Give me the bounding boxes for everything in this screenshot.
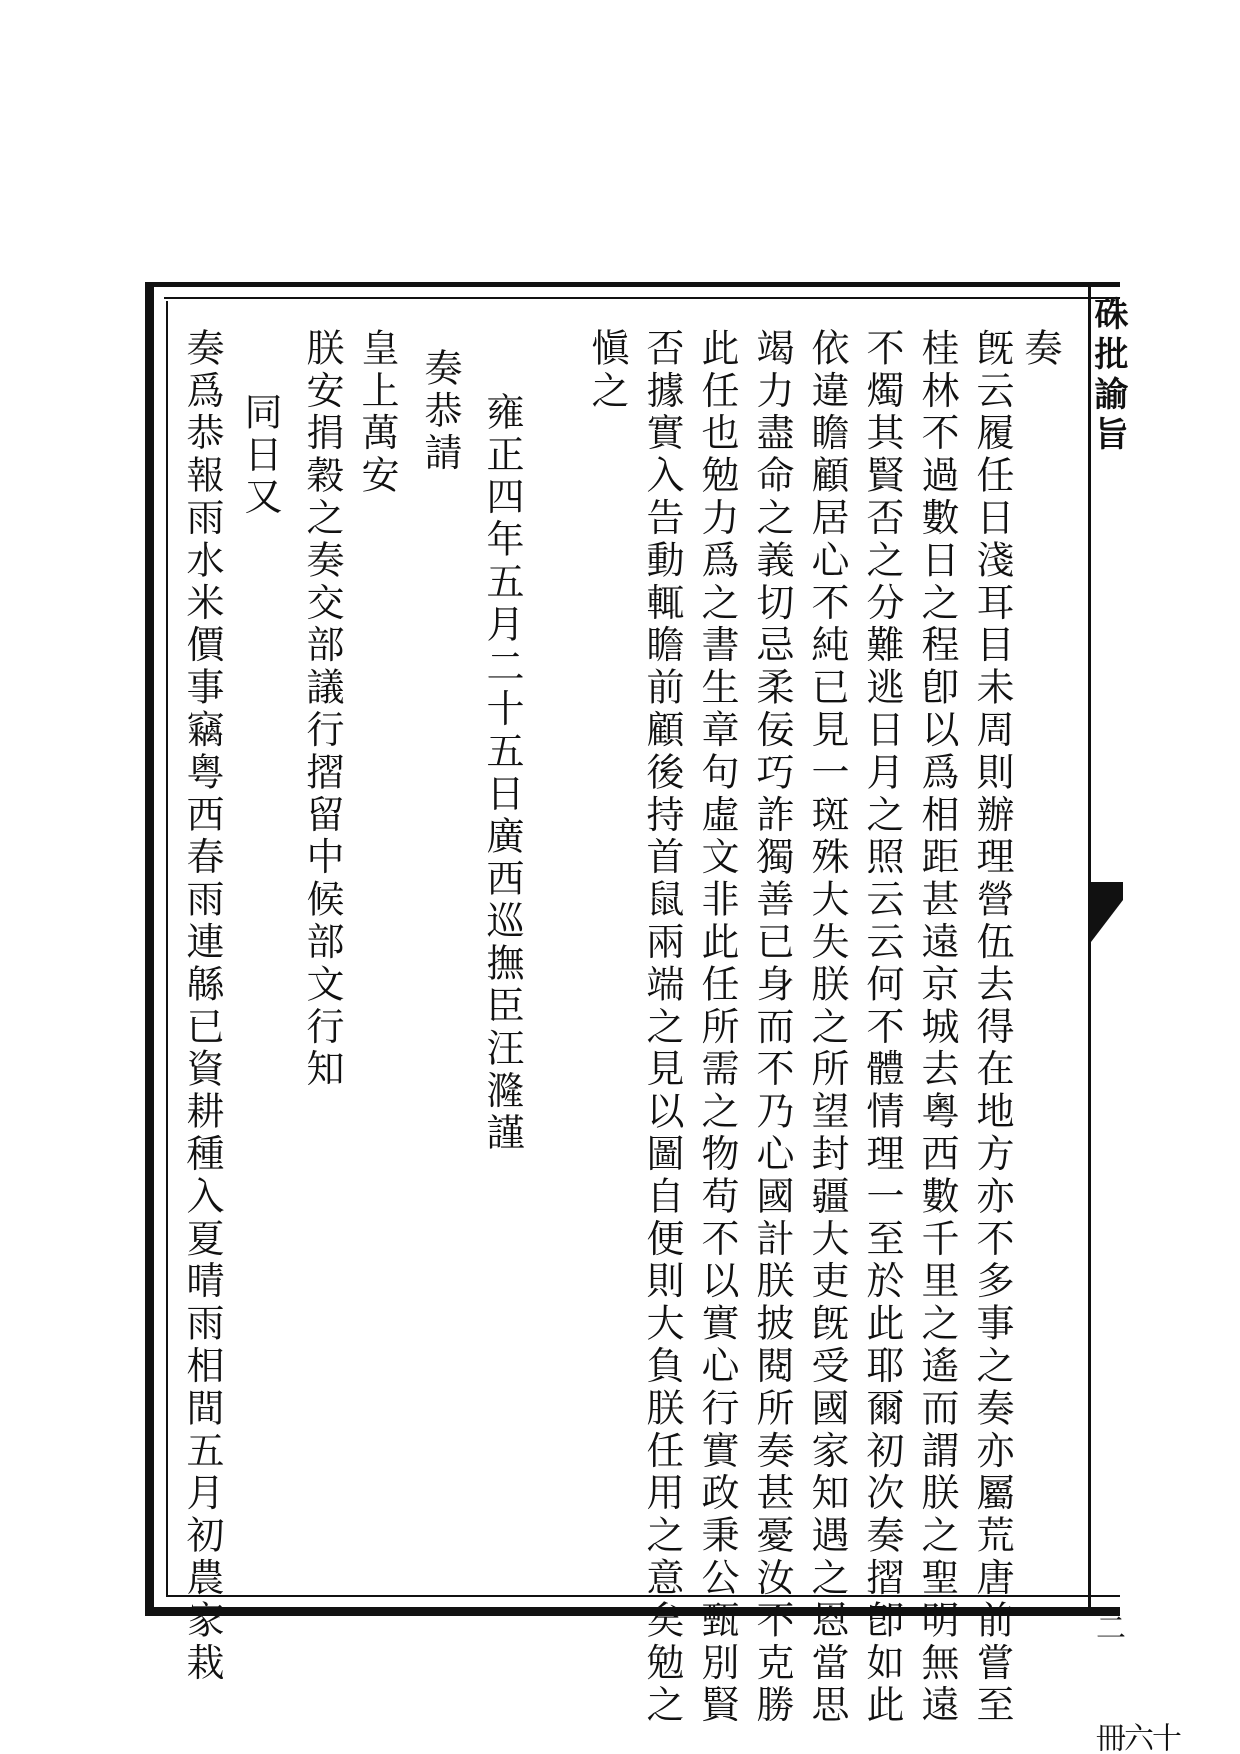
margin-folio-number: 二 [1090,1612,1125,1642]
text-column-1: 奏 [1018,328,1062,371]
fish-tail-mark [1091,882,1123,942]
text-column-12: 皇上萬安 [355,328,399,498]
margin-volume-number: 十六冊 [1090,1722,1181,1754]
text-column-14: 同日又 [238,392,282,520]
text-column-15: 奏爲恭報雨水米價事竊粤西春雨連緜已資耕種入夏晴雨相間五月初農家栽 [180,328,224,1685]
text-column-4: 不燭其賢否之分難逃日月之照云云何不體情理一至於此耶爾初次奏摺卽如此 [860,328,904,1728]
frame-inner-top-rule [164,297,1120,299]
text-column-6: 竭力盡命之義切忌柔佞巧詐獨善已身而不乃心國計朕披閱所奏甚憂汝不克勝 [750,328,794,1728]
text-column-5: 依違瞻顧居心不純已見一斑殊大失朕之所望封疆大吏旣受國家知遇之恩當思 [805,328,849,1728]
text-column-10: 雍正四年五月二十五日廣西巡撫臣汪漋謹 [480,392,524,1156]
frame-inner-left-rule [166,301,168,1595]
text-column-13: 朕安捐穀之奏交部議行摺留中候部文行知 [300,328,344,1092]
text-column-8: 否據實入告動輒瞻前顧後持首鼠兩端之見以圖自便則大負朕任用之意矣勉之 [640,328,684,1728]
text-column-9: 愼之 [585,328,629,413]
text-column-2: 旣云履任日淺耳目未周則辦理營伍去得在地方亦不多事之奏亦屬荒唐前嘗至 [970,328,1014,1728]
margin-book-title: 硃批諭旨 [1088,296,1128,456]
margin-strip [1088,282,1181,1754]
text-column-11: 奏恭請 [418,348,462,476]
text-column-3: 桂林不過數日之程卽以爲相距甚遠京城去粵西數千里之遙而謂朕之聖明無遠 [915,328,959,1728]
text-column-7: 此任也勉力爲之書生章句虛文非此任所需之物苟不以實心行實政秉公甄別賢 [695,328,739,1728]
